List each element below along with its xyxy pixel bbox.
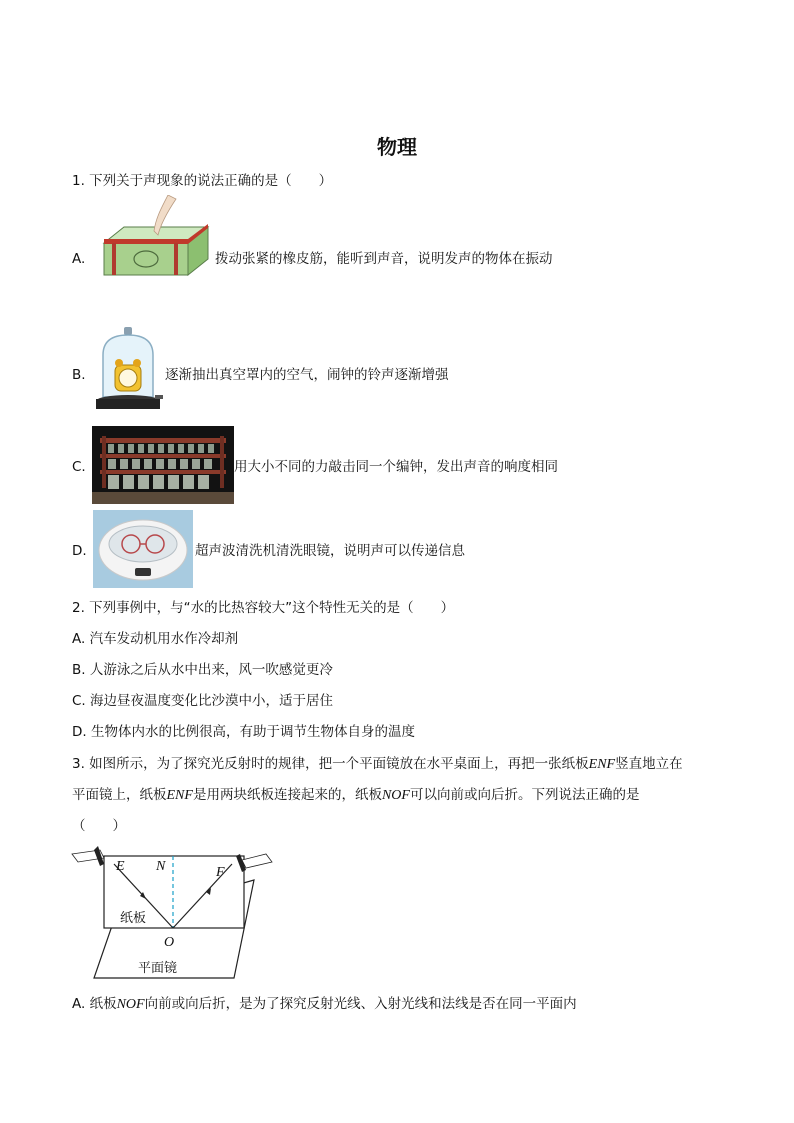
page-title: 物理 [377, 135, 417, 159]
q3-option-a: A. 纸板NOF向前或向后折，是为了探究反射光线、入射光线和法线是否在同一平面内 [72, 996, 577, 1012]
label-o: O [164, 935, 175, 950]
q3-stem-line3: （ ） [72, 818, 126, 834]
right-hand-icon [242, 854, 272, 868]
q1-option-b-text: 逐渐抽出真空罩内的空气，闹钟的铃声逐渐增强 [165, 367, 449, 383]
label-f: F [216, 865, 225, 880]
q1-option-d-text: 超声波清洗机清洗眼镜，说明声可以传递信息 [195, 543, 465, 559]
q1-option-c-letter: C. [72, 459, 86, 475]
q3-stem-line2: 平面镜上，纸板ENF是用两块纸板连接起来的，纸板NOF可以向前或向后折。下列说法正确的是 [72, 787, 640, 803]
q1-option-d-letter: D. [72, 543, 87, 559]
q2-option-a: A. 汽车发动机用水作冷却剂 [72, 631, 239, 647]
q1-stem: 1. 下列关于声现象的说法正确的是（ ） [72, 173, 333, 189]
vacuum-bell-jar-image [93, 325, 163, 415]
q2-option-b: B. 人游泳之后从水中出来，风一吹感觉更冷 [72, 662, 333, 678]
q3-stem-line1: 3. 如图所示，为了探究光反射时的规律，把一个平面镜放在水平桌面上，再把一张纸板ENF竖直地立在 [72, 756, 683, 772]
q1-option-a-letter: A. [72, 251, 86, 267]
label-board: 纸板 [120, 911, 147, 926]
reflection-diagram [70, 840, 280, 980]
q1-option-a-text: 拨动张紧的橡皮筋，能听到声音，说明发声的物体在振动 [215, 251, 553, 267]
q2-option-c: C. 海边昼夜温度变化比沙漠中小，适于居住 [72, 693, 334, 709]
q1-option-b-letter: B. [72, 367, 86, 383]
q1-option-c-text: 用大小不同的力敲击同一个编钟，发出声音的响度相同 [234, 459, 558, 475]
chime-bells-image [92, 426, 234, 504]
label-n: N [156, 859, 166, 874]
q2-option-d: D. 生物体内水的比例很高，有助于调节生物体自身的温度 [72, 724, 415, 740]
q2-stem: 2. 下列事例中，与“水的比热容较大”这个特性无关的是（ ） [72, 600, 455, 616]
ultrasonic-cleaner-image [93, 510, 193, 588]
label-e: E [116, 859, 125, 874]
label-mirror: 平面镜 [138, 961, 178, 976]
rubber-band-box-image [98, 195, 212, 277]
